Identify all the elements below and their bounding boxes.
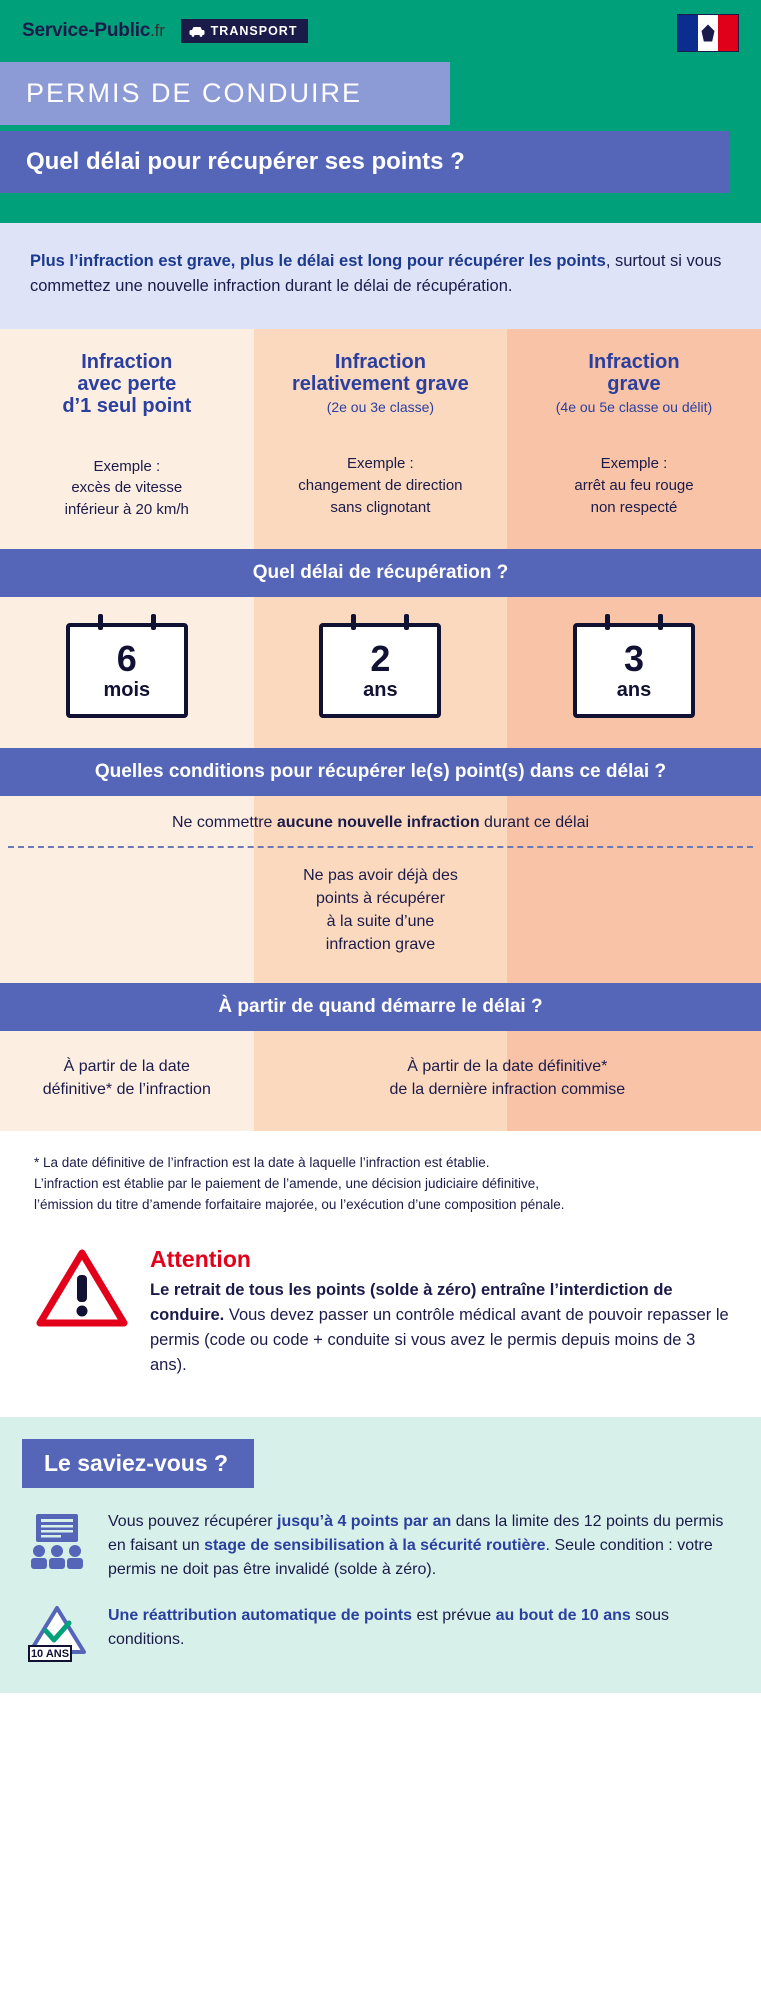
column-1-notch — [0, 418, 254, 452]
condition-1 — [0, 796, 761, 846]
delay-3-unit: ans — [616, 678, 652, 701]
start-body — [0, 1031, 761, 1131]
conditions-section-bar: Quelles conditions pour récupérer le(s) point(s) dans ce délai ? — [0, 748, 761, 796]
column-1-header — [0, 329, 254, 418]
column-1-title-l3: d’1 seul point — [62, 395, 192, 418]
french-republic-flag-icon — [677, 14, 739, 52]
transport-tag-label: TRANSPORT — [210, 24, 298, 38]
column-3-example — [507, 449, 761, 546]
column-2-subtitle: (2e ou 3e classe) — [326, 399, 435, 416]
title-band — [0, 62, 761, 223]
dyk2-p0: Une réattribution automatique de points — [108, 1607, 413, 1625]
start-left-l2: définitive* de l’infraction — [42, 1080, 211, 1098]
delay-1-unit: mois — [103, 678, 151, 701]
brand-name: Service-Public — [22, 20, 151, 41]
footnote-l3: l’émission du titre d’amende forfaitaire majorée, ou l’exécution d’une composition pénale. — [34, 1196, 565, 1212]
footnote — [0, 1131, 761, 1236]
column-1-example-label: Exemple : — [93, 457, 161, 475]
condition-2 — [0, 848, 761, 983]
site-logo[interactable] — [22, 20, 165, 42]
condition-2-l2: points à récupérer — [316, 890, 445, 908]
intro-paragraph — [0, 223, 761, 329]
car-icon — [189, 26, 205, 37]
column-3-title-l2: grave — [607, 372, 661, 395]
delay-1-number: 6 — [116, 637, 137, 679]
start-left-text — [0, 1031, 254, 1131]
attention-strong: Le retrait de tous les points (solde à zéro) entraîne l’interdiction de conduire. — [150, 1281, 673, 1325]
column-1-example-l1: excès de vitesse — [71, 479, 183, 497]
transport-tag — [181, 19, 309, 43]
start-left-l1: À partir de la date — [63, 1057, 190, 1075]
dyk1-p2: dans la limite des 12 points du permis en faisant un — [108, 1513, 724, 1555]
column-3-example-label: Exemple : — [600, 455, 668, 473]
column-2-example — [254, 449, 508, 546]
warning-triangle-icon — [36, 1242, 128, 1333]
calendar-icon — [573, 623, 695, 718]
infraction-columns — [0, 329, 761, 549]
footnote-l1: * La date définitive de l’infraction est la date à laquelle l’infraction est établie. — [34, 1155, 490, 1171]
delay-cell-1 — [0, 597, 254, 748]
column-3-title — [517, 351, 751, 396]
column-light-infraction — [0, 329, 254, 549]
did-you-know-text-1 — [108, 1510, 731, 1582]
column-1-example — [0, 452, 254, 549]
column-severe-infraction — [507, 329, 761, 549]
site-header — [0, 0, 761, 62]
did-you-know-title: Le saviez-vous ? — [22, 1439, 254, 1488]
calendar-icon — [66, 623, 188, 718]
did-you-know-item-1 — [0, 1488, 761, 1582]
column-1-title-l2: avec perte — [77, 372, 177, 395]
column-1-title — [10, 351, 244, 418]
start-right-l1: À partir de la date définitive* — [407, 1057, 608, 1075]
intro-strong: Plus l’infraction est grave, plus le délai est long pour récupérer les points — [30, 252, 606, 270]
column-3-example-l2: non respecté — [590, 498, 678, 516]
column-2-title-l1: Infraction — [334, 350, 426, 373]
column-2-notch — [254, 415, 508, 449]
ten-years-label: 10 ANS — [30, 1648, 70, 1661]
condition-1-before: Ne commettre — [171, 813, 277, 831]
delay-2-unit: ans — [363, 678, 398, 701]
did-you-know-section — [0, 1417, 761, 1693]
delay-3-number: 3 — [623, 637, 644, 679]
delay-values-row — [0, 597, 761, 748]
attention-rest: Vous devez passer un contrôle médical avant de pouvoir repasser le permis (code ou code + conduite si vous avez le permis depuis moins de 3 ans). — [150, 1306, 729, 1374]
condition-2-l3: à la suite d’une — [326, 913, 435, 931]
column-3-title-l1: Infraction — [588, 350, 680, 373]
attention-block — [0, 1236, 761, 1418]
dyk1-p4: . Seule condition : votre permis ne doit pas être invalidé (solde à zéro). — [108, 1537, 713, 1579]
start-section-bar: À partir de quand démarre le délai ? — [0, 983, 761, 1031]
dyk1-p3: stage de sensibilisation à la sécurité routière — [204, 1537, 546, 1555]
column-2-example-label: Exemple : — [347, 455, 414, 473]
attention-title: Attention — [150, 1245, 251, 1272]
ten-years-icon — [26, 1604, 90, 1667]
dyk2-p3: sous conditions. — [108, 1607, 670, 1649]
condition-1-after: durant ce délai — [479, 813, 590, 831]
column-1-example-l2: inférieur à 20 km/h — [64, 501, 189, 519]
start-right-l2: de la dernière infraction commise — [389, 1080, 626, 1098]
start-right-text — [254, 1031, 761, 1131]
intro-rest: , surtout si vous commettez une nouvelle infraction durant le délai de récupération. — [30, 252, 722, 295]
footnote-l2: L’infraction est établie par le paiement de l’amende, une décision judiciaire définitive, — [34, 1175, 540, 1191]
column-3-example-l1: arrêt au feu rouge — [574, 477, 694, 495]
page-title: Quel délai pour récupérer ses points ? — [0, 131, 730, 193]
delay-cell-3 — [507, 597, 761, 748]
did-you-know-text-2 — [108, 1604, 731, 1652]
attention-text — [150, 1242, 731, 1378]
column-1-title-l1: Infraction — [81, 350, 173, 373]
column-2-example-l1: changement de direction — [298, 477, 463, 495]
condition-1-strong: aucune nouvelle infraction — [276, 813, 480, 831]
column-medium-infraction — [254, 329, 508, 549]
delay-cell-2 — [254, 597, 508, 748]
conditions-body — [0, 796, 761, 983]
condition-2-l4: infraction grave — [325, 936, 436, 954]
column-2-title-l2: relativement grave — [292, 372, 469, 395]
calendar-icon — [319, 623, 441, 718]
dyk2-p2: au bout de 10 ans — [495, 1607, 631, 1625]
dyk2-p1: est prévue — [412, 1607, 496, 1625]
dyk1-p1: jusqu’à 4 points par an — [277, 1513, 452, 1531]
condition-2-l1: Ne pas avoir déjà des — [303, 866, 458, 884]
column-3-notch — [507, 415, 761, 449]
training-group-icon — [26, 1510, 90, 1577]
column-2-title — [264, 351, 498, 396]
column-2-example-l2: sans clignotant — [330, 498, 431, 516]
page-kicker: PERMIS DE CONDUIRE — [0, 62, 450, 125]
column-2-header — [254, 329, 508, 416]
column-3-subtitle: (4e ou 5e classe ou délit) — [555, 399, 713, 416]
column-3-header — [507, 329, 761, 416]
dyk1-p0: Vous pouvez récupérer — [108, 1513, 277, 1531]
delay-2-number: 2 — [370, 637, 391, 679]
brand-suffix: .fr — [150, 21, 165, 40]
did-you-know-item-2 — [0, 1582, 761, 1667]
delay-section-bar: Quel délai de récupération ? — [0, 549, 761, 597]
